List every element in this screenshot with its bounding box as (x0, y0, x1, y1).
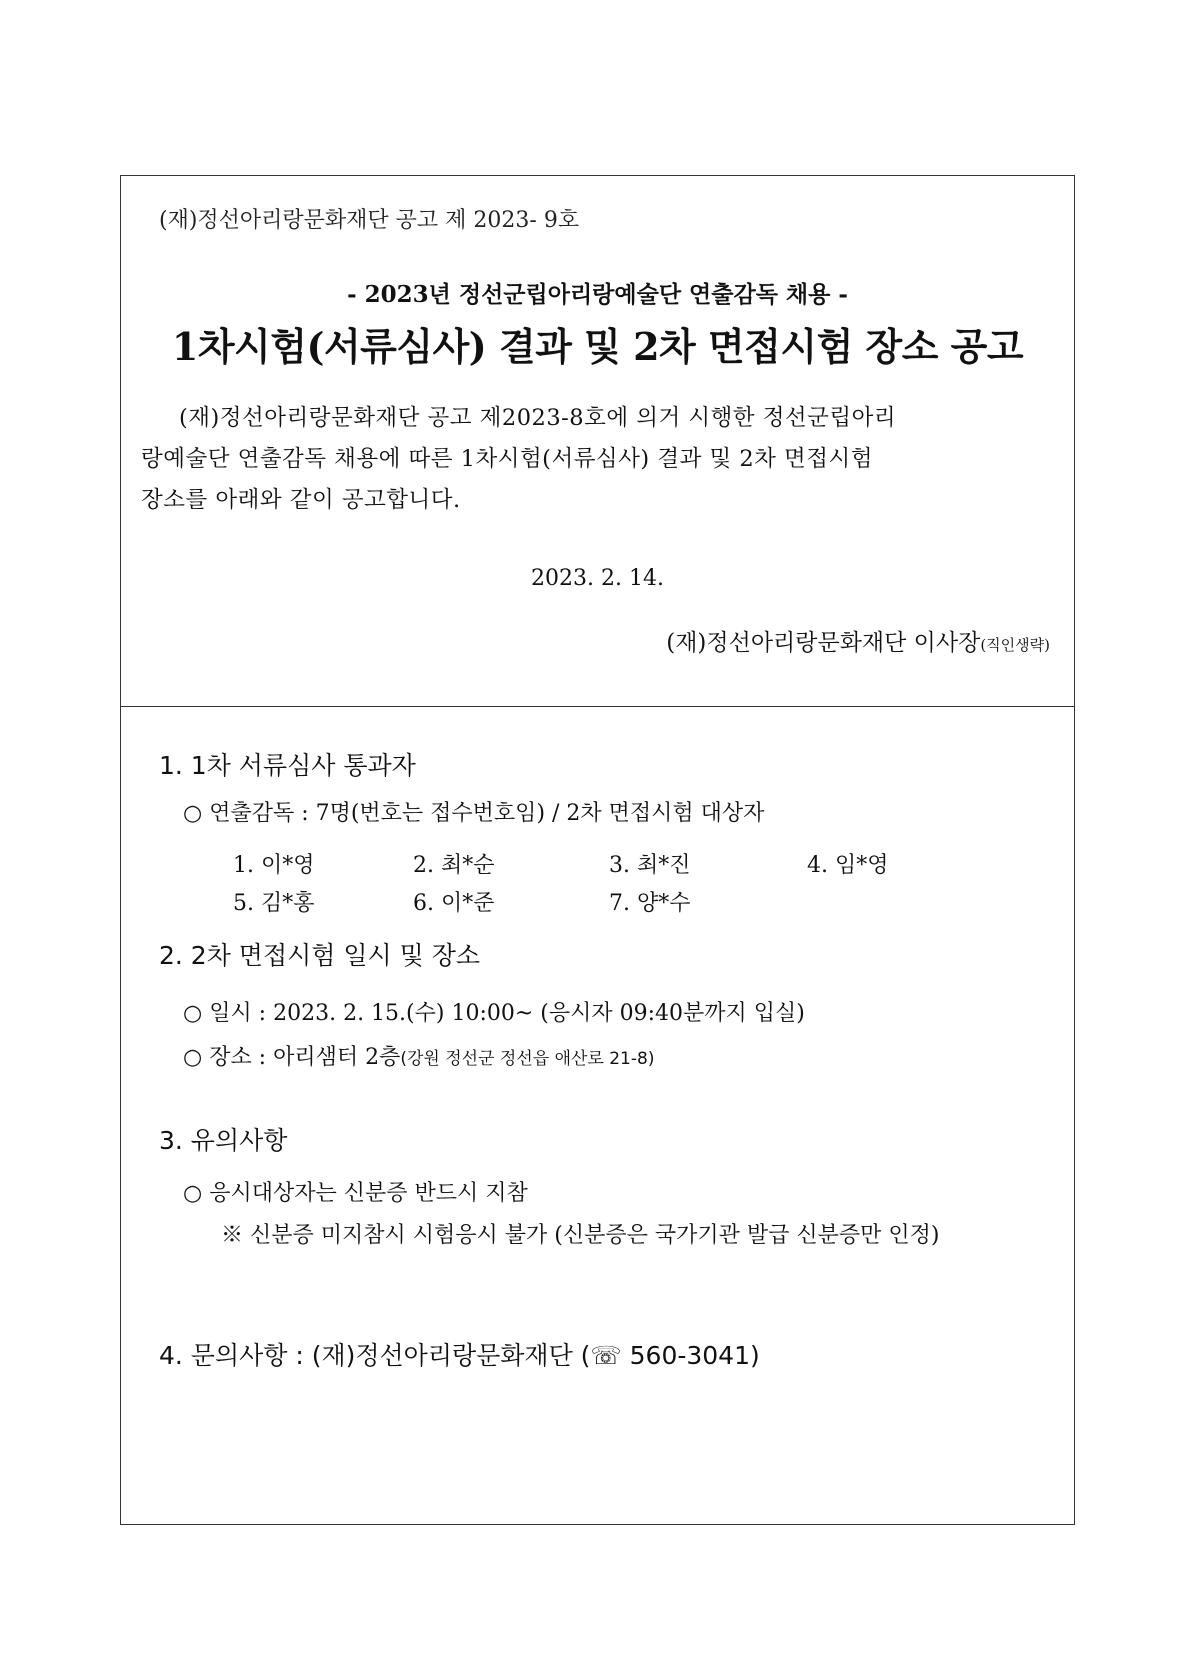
candidate-item: 6. 이*준 (413, 891, 495, 916)
section4-heading: 4. 문의사항 : (재)정선아리랑문화재단 (☏ 560-3041) (159, 1341, 760, 1370)
section1-heading: 1. 1차 서류심사 통과자 (159, 751, 416, 780)
interview-datetime: ○ 일시 : 2023. 2. 15.(수) 10:00~ (응시자 09:40분까지 입실) (183, 1001, 805, 1026)
candidate-item: 5. 김*홍 (233, 891, 315, 916)
candidate-item: 3. 최*진 (609, 853, 691, 878)
section-divider (121, 706, 1074, 707)
signatory: (재)정선아리랑문화재단 이사장 (666, 630, 981, 656)
notice-date: 2023. 2. 14. (531, 566, 664, 591)
section3-bullet: ○ 응시대상자는 신분증 반드시 지참 (183, 1181, 528, 1206)
section3-note: ※ 신분증 미지참시 시험응시 불가 (신분증은 국가기관 발급 신분증만 인정) (221, 1223, 940, 1248)
notice-subtitle: - 2023년 정선군립아리랑예술단 연출감독 채용 - (347, 281, 848, 308)
place-main: ○ 장소 : 아리샘터 2층 (183, 1045, 401, 1070)
notice-body-line1: (재)정선아리랑문화재단 공고 제2023-8호에 의거 시행한 정선군립아리 (179, 405, 897, 431)
section2-heading: 2. 2차 면접시험 일시 및 장소 (159, 941, 480, 970)
interview-place (183, 1040, 654, 1071)
notice-number: (재)정선아리랑문화재단 공고 제 2023- 9호 (159, 208, 580, 233)
notice-title: 1차시험(서류심사) 결과 및 2차 면접시험 장소 공고 (171, 324, 1024, 369)
section1-bullet: ○ 연출감독 : 7명(번호는 접수번호임) / 2차 면접시험 대상자 (183, 801, 765, 826)
signature-line (666, 624, 1050, 657)
section3-heading: 3. 유의사항 (159, 1126, 288, 1155)
notice-body-line2: 랑예술단 연출감독 채용에 따른 1차시험(서류심사) 결과 및 2차 면접시험 (141, 446, 873, 472)
candidate-item: 7. 양*수 (609, 891, 691, 916)
candidate-item: 4. 임*영 (807, 853, 889, 878)
notice-frame (120, 175, 1075, 1525)
candidate-item: 1. 이*영 (233, 853, 315, 878)
seal-note: (직인생략) (980, 636, 1050, 654)
candidate-item: 2. 최*순 (413, 853, 495, 878)
place-detail: (강원 정선군 정선읍 애산로 21-8) (400, 1049, 655, 1069)
notice-body-line3: 장소를 아래와 같이 공고합니다. (141, 487, 461, 513)
